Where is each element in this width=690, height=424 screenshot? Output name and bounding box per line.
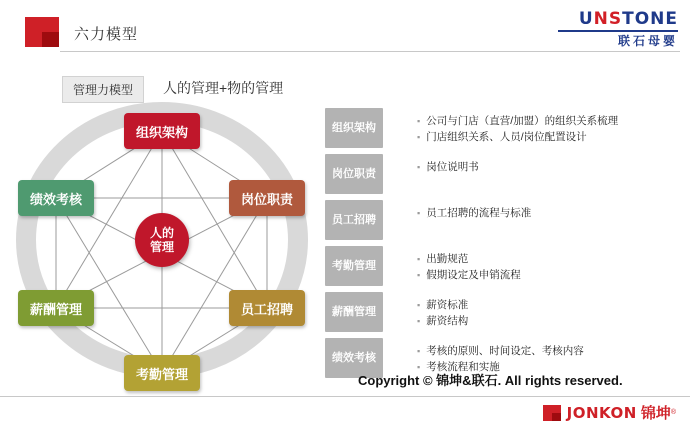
header-accent-square: [25, 17, 59, 47]
detail-label-job-duties: 岗位职责: [325, 154, 383, 194]
detail-label-attendance: 考勤管理: [325, 246, 383, 286]
list-item: ▪ 员工招聘的流程与标准: [417, 206, 683, 221]
diagram-center-line2: 管理: [149, 240, 174, 254]
list-item: ▪ 公司与门店（直营/加盟）的组织关系梳理: [417, 114, 683, 129]
brand-logo-unstone: [558, 10, 678, 48]
diagram-center-node: [135, 213, 189, 267]
model-subtitle: 人的管理+物的管理: [163, 80, 284, 96]
footer-logo-registered: ®: [670, 409, 676, 416]
detail-label-compensation: 薪酬管理: [325, 292, 383, 332]
diagram-node-job-duties[interactable]: 岗位职责: [229, 180, 305, 216]
detail-row-compensation: [325, 292, 683, 332]
header-accent-square-inner: [42, 32, 59, 47]
brand-logo-wordmark-right: TONE: [622, 9, 678, 29]
detail-row-job-duties: [325, 154, 683, 194]
diagram-node-compensation[interactable]: 薪酬管理: [18, 290, 94, 326]
diagram-node-recruitment[interactable]: 员工招聘: [229, 290, 305, 326]
brand-logo-wordmark: [558, 10, 678, 28]
list-item: ▪ 岗位说明书: [417, 160, 683, 175]
copyright-text: Copyright © 锦坤&联石. All rights reserved.: [358, 373, 623, 388]
footer-logo-brand-cn: 锦坤: [640, 405, 671, 422]
list-item: ▪ 考核流程和实施: [417, 360, 683, 375]
list-item: ▪ 薪资结构: [417, 314, 683, 329]
detail-row-org-structure: [325, 108, 683, 148]
hexagon-diagram: [0, 100, 320, 400]
list-item: ▪ 薪资标准: [417, 298, 683, 313]
model-badge: 管理力模型: [62, 76, 144, 103]
brand-logo-wordmark-left: U: [578, 9, 594, 29]
diagram-node-org-structure[interactable]: 组织架构: [124, 113, 200, 149]
list-item: ▪ 假期设定及申销流程: [417, 268, 683, 283]
footer-logo-jonkon: [543, 402, 676, 423]
footer-logo-brand-en: JONKON: [566, 403, 637, 422]
diagram-node-performance[interactable]: 绩效考核: [18, 180, 94, 216]
diagram-center-line1: 人的: [149, 226, 174, 240]
diagram-node-attendance[interactable]: 考勤管理: [124, 355, 200, 391]
footer-divider: [0, 396, 690, 397]
detail-label-recruitment: 员工招聘: [325, 200, 383, 240]
page-title: 六力模型: [74, 26, 139, 43]
detail-bullets-attendance: [383, 246, 683, 284]
footer-logo-mark: [543, 405, 561, 421]
detail-label-performance: 绩效考核: [325, 338, 383, 378]
detail-row-recruitment: [325, 200, 683, 240]
header-divider: [60, 51, 680, 52]
detail-row-attendance: [325, 246, 683, 286]
brand-logo-rule: [558, 30, 678, 32]
detail-bullets-org-structure: [383, 108, 683, 146]
detail-list: [325, 108, 683, 384]
detail-bullets-recruitment: [383, 200, 683, 222]
list-item: ▪ 考核的原则、时间设定、考核内容: [417, 344, 683, 359]
detail-label-org-structure: 组织架构: [325, 108, 383, 148]
list-item: ▪ 出勤规范: [417, 252, 683, 267]
brand-logo-wordmark-accent: NS: [593, 9, 623, 29]
detail-bullets-job-duties: [383, 154, 683, 176]
brand-logo-subtitle: 联石母婴: [617, 34, 678, 48]
detail-bullets-compensation: [383, 292, 683, 330]
list-item: ▪ 门店组织关系、人员/岗位配置设计: [417, 130, 683, 145]
